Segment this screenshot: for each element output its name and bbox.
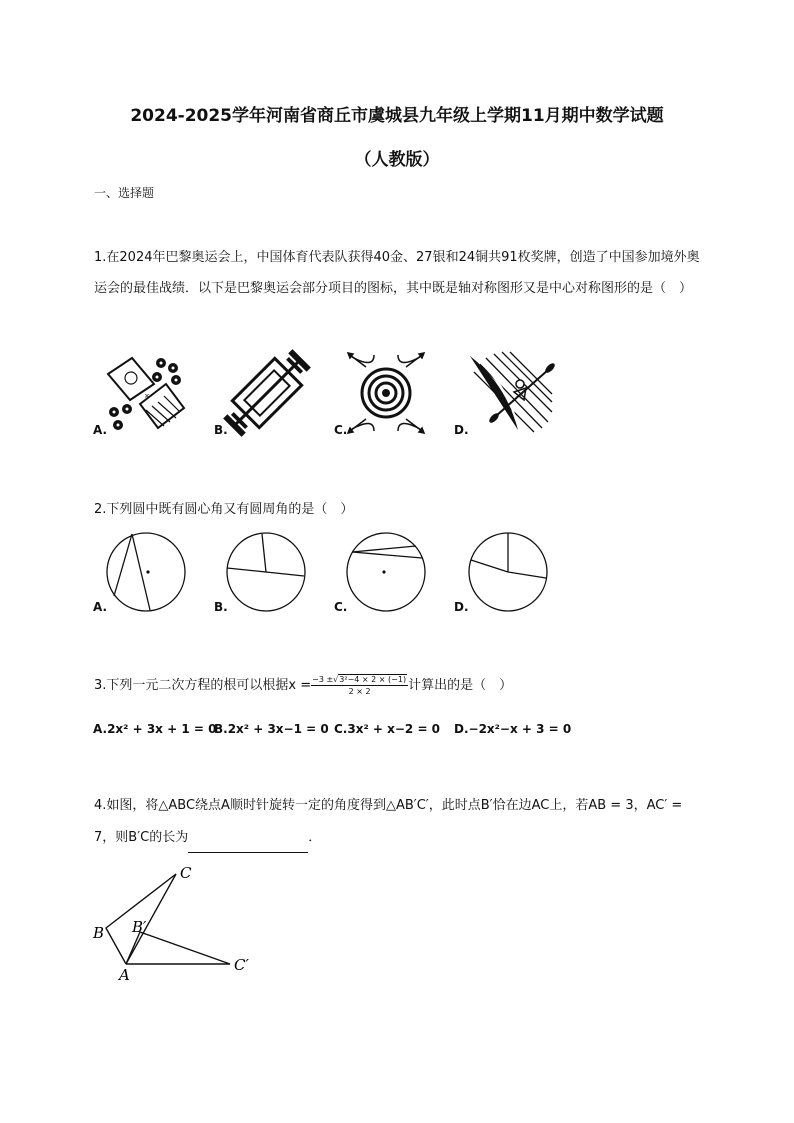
q2-circle-c [344,530,428,614]
q4-line2-after: ． [308,830,322,845]
quadratic-formula [311,674,408,697]
q3-option-d: D.−2x²−x + 3 = 0 [454,722,572,736]
q2-option-a-label: A. [93,600,108,614]
q2-option-b-label: B. [214,600,228,614]
document-title: 2024-2025学年河南省商丘市虞城县九年级上学期11月期中数学试题 [130,106,664,126]
svg-text:×: × [144,392,150,400]
canoe-icon [466,350,554,436]
q3-option-c: C.3x² + x−2 = 0 [334,722,441,736]
answer-blank[interactable] [188,839,308,853]
section-heading: 一、选择题 [94,186,155,200]
question-4-line2 [94,822,321,853]
q1-option-c-label: C. [334,423,348,437]
football-icon [104,354,188,438]
q2-option-c-label: C. [334,600,348,614]
q3-option-a: A.2x² + 3x + 1 = 0 [93,722,217,736]
numerator-radicand: 3²−4 × 2 × (−1) [339,675,407,684]
label-b: B [93,924,105,942]
q3-text-after: 计算出的是（ ） [408,678,513,693]
q1-option-d-label: D. [454,423,469,437]
question-3-text [94,670,512,701]
formula-numerator: −3 ±√3²−4 × 2 × (−1) [312,675,407,684]
q4-line2-before: 7，则B′C的长为 [94,830,189,845]
document-subtitle: （人教版） [354,150,440,170]
formula-denominator: 2 × 2 [348,687,371,696]
label-a: A [119,966,130,984]
question-4-line1: 4.如图，将△ABC绕点A顺时针旋转一定的角度得到△AB′C′，此时点B′恰在边AC上，若AB = 3，AC′ = [94,798,683,813]
q2-circle-b [224,530,308,614]
question-2-text: 2.下列圆中既有圆心角又有圆周角的是（ ） [94,502,354,517]
label-b-prime: B′ [132,918,147,936]
q2-circle-d [466,530,550,614]
archery-target-icon [344,351,428,435]
rotation-triangle-diagram [90,862,270,986]
numerator-prefix: −3 ± [312,675,334,684]
q2-circle-a [104,530,188,614]
weightlifting-icon [224,352,310,434]
label-c-prime: C′ [234,956,249,974]
q3-option-b: B.2x² + 3x−1 = 0 [214,722,329,736]
q1-option-a-label: A. [93,423,108,437]
q3-text-before: 3.下列一元二次方程的根可以根据x = [94,678,312,693]
q2-option-d-label: D. [454,600,469,614]
question-1-text: 1.在2024年巴黎奥运会上，中国体育代表队获得40金、27银和24铜共91枚奖牌，创造了中国参加境外奥运会的最佳战绩．以下是巴黎奥运会部分项目的图标，其中既是轴对称图形又是中心对称图形的是（ ） [94,250,700,296]
label-c: C [180,864,192,882]
q1-option-b-label: B. [214,423,228,437]
